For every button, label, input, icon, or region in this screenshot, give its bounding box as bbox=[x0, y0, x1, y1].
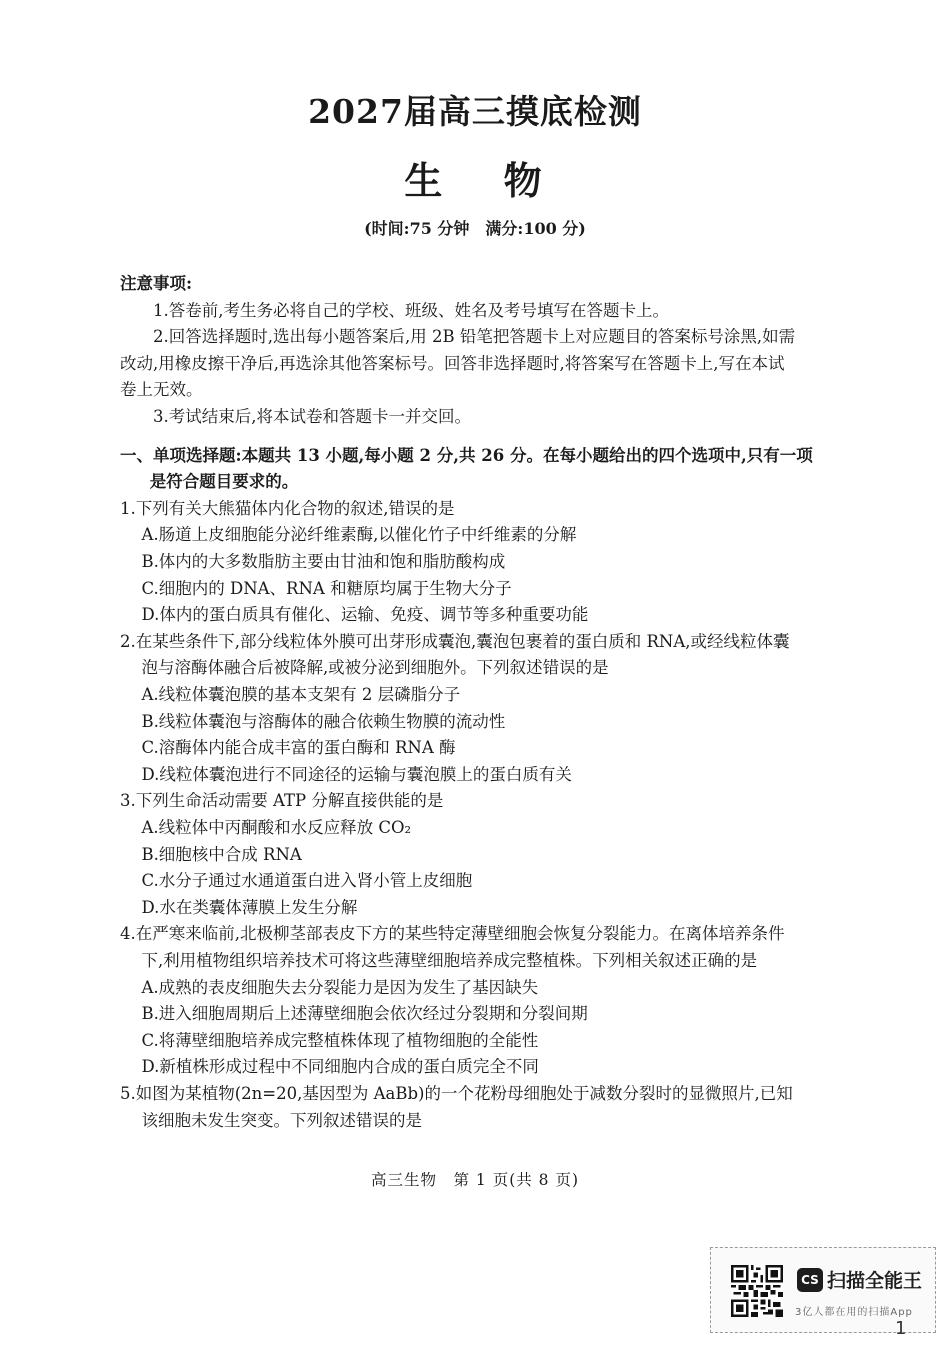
text-line: 3.考试结束后,将本试卷和答题卡一并交回。 bbox=[153, 407, 471, 426]
text-line: 下,利用植物组织培养技术可将这些薄壁细胞培养成完整植株。下列相关叙述正确的是 bbox=[141, 951, 758, 970]
text-line: 1.答卷前,考生务必将自己的学校、班级、姓名及考号填写在答题卡上。 bbox=[153, 300, 669, 320]
text-line: 4.在严寒来临前,北极柳茎部表皮下方的某些特定薄壁细胞会恢复分裂能力。在离体培养条件 bbox=[120, 924, 785, 944]
scanner-brand: 扫描全能王 bbox=[827, 1270, 923, 1292]
text-line: B.细胞核中合成 RNA bbox=[141, 844, 302, 864]
text-line: D.水在类囊体薄膜上发生分解 bbox=[141, 897, 358, 917]
text-line: B.进入细胞周期后上述薄壁细胞会依次经过分裂期和分裂间期 bbox=[141, 1004, 588, 1024]
text-line: 该细胞未发生突变。下列叙述错误的是 bbox=[141, 1110, 422, 1130]
text-line: D.体内的蛋白质具有催化、运输、免疫、调节等多种重要功能 bbox=[141, 605, 589, 625]
text-line: 卷上无效。 bbox=[120, 380, 203, 400]
text-line: C.溶酶体内能合成丰富的蛋白酶和 RNA 酶 bbox=[141, 738, 456, 758]
exam-meta: (时间:75 分钟 满分:100 分) bbox=[364, 219, 586, 238]
scanner-tagline: 3亿人都在用的扫描App bbox=[795, 1307, 913, 1318]
text-line: 2.在某些条件下,部分线粒体外膜可出芽形成囊泡,囊泡包裹着的蛋白质和 RNA,或经线粒体囊 bbox=[120, 631, 790, 651]
text-line: C.将薄壁细胞培养成完整植株体现了植物细胞的全能性 bbox=[141, 1030, 539, 1050]
cs-logo-icon: CS bbox=[797, 1268, 823, 1292]
text-line: 3.下列生命活动需要 ATP 分解直接供能的是 bbox=[120, 791, 444, 811]
text-line: 注意事项: bbox=[120, 274, 193, 293]
text-line: 泡与溶酶体融合后被降解,或被分泌到细胞外。下列叙述错误的是 bbox=[141, 658, 609, 678]
exam-title: 2027届高三摸底检测 bbox=[308, 92, 642, 131]
text-line: 1.下列有关大熊猫体内化合物的叙述,错误的是 bbox=[120, 498, 455, 518]
text-line: B.线粒体囊泡与溶酶体的融合依赖生物膜的流动性 bbox=[141, 711, 506, 731]
page-number: 1 bbox=[895, 1318, 907, 1339]
text-line: C.细胞内的 DNA、RNA 和糖原均属于生物大分子 bbox=[141, 578, 512, 598]
text-line: A.线粒体囊泡膜的基本支架有 2 层磷脂分子 bbox=[141, 685, 461, 704]
page-footer: 高三生物 第 1 页(共 8 页) bbox=[370, 1171, 580, 1189]
text-line: 改动,用橡皮擦干净后,再选涂其他答案标号。回答非选择题时,将答案写在答题卡上,写在本试 bbox=[120, 353, 785, 373]
text-line: A.线粒体中丙酮酸和水反应释放 CO₂ bbox=[141, 818, 412, 837]
text-line: A.成熟的表皮细胞失去分裂能力是因为发生了基因缺失 bbox=[141, 977, 539, 997]
text-line: 是符合题目要求的。 bbox=[149, 472, 299, 492]
text-line: D.线粒体囊泡进行不同途径的运输与囊泡膜上的蛋白质有关 bbox=[141, 764, 572, 784]
text-line: 2.回答选择题时,选出每小题答案后,用 2B 铅笔把答题卡上对应题目的答案标号涂黑,如需 bbox=[153, 327, 796, 347]
text-line: A.肠道上皮细胞能分泌纤维素酶,以催化竹子中纤维素的分解 bbox=[141, 525, 577, 545]
subject-title: 生 物 bbox=[404, 158, 566, 203]
text-line: D.新植株形成过程中不同细胞内合成的蛋白质完全不同 bbox=[141, 1057, 539, 1077]
text-line: 5.如图为某植物(2n=20,基因型为 AaBb)的一个花粉母细胞处于减数分裂时的显微照片,已知 bbox=[120, 1084, 793, 1103]
qr-code-icon bbox=[731, 1265, 783, 1317]
text-line: C.水分子通过水通道蛋白进入肾小管上皮细胞 bbox=[141, 871, 473, 891]
text-line: B.体内的大多数脂肪主要由甘油和饱和脂肪酸构成 bbox=[141, 552, 506, 571]
text-line: 一、单项选择题:本题共 13 小题,每小题 2 分,共 26 分。在每小题给出的四个选项中,只有一项 bbox=[120, 445, 813, 465]
